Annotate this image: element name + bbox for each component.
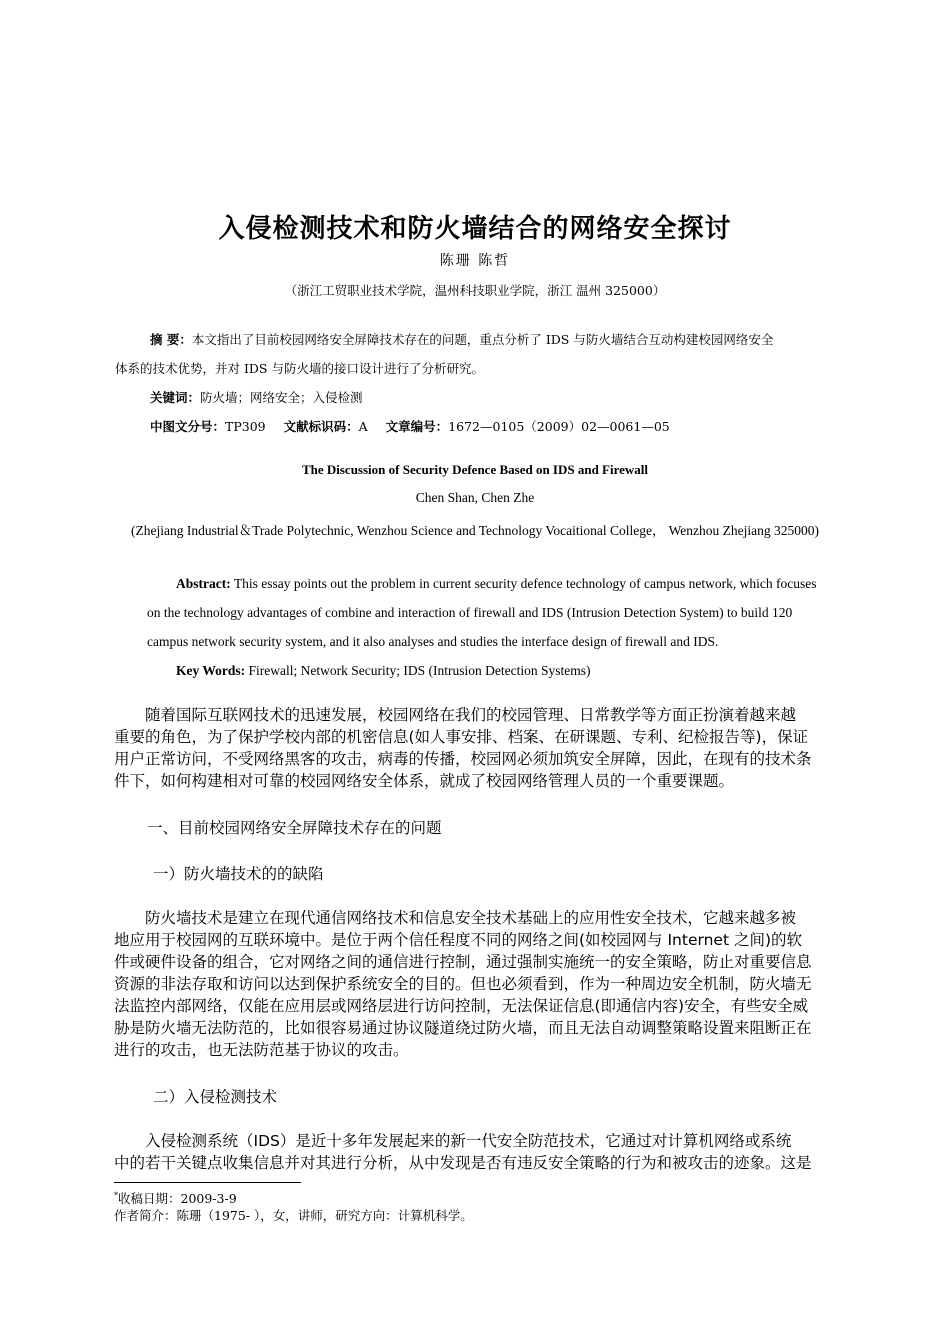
paper-title: 入侵检测技术和防火墙结合的网络安全探讨 — [218, 214, 732, 244]
footnote-divider — [114, 1182, 301, 1183]
authors-en: Chen Shan, Chen Zhe — [415, 490, 535, 505]
paragraph-line: 件下，如何构建相对可靠的校园网络安全体系，就成了校园网络管理人员的一个重要课题。 — [114, 772, 735, 790]
paragraph-line: 件或硬件设备的组合，它对网络之间的通信进行控制，通过强制实施统一的安全策略，防止对重要信息 — [114, 953, 812, 971]
received-date: 收稿日期：2009-3-9 — [118, 1191, 237, 1206]
paragraph-line: 进行的攻击，也无法防范基于协议的攻击。 — [114, 1041, 409, 1059]
intro-paragraph — [114, 704, 870, 792]
abstract-en-line-3: campus network security system, and it also analyses and studies the interface design of firewall and IDS. — [147, 634, 719, 649]
keywords-en — [176, 663, 590, 679]
subsection-heading-ids: 二）入侵检测技术 — [153, 1088, 278, 1106]
abstract-en-line-2: on the technology advantages of combine and interaction of firewall and IDS (Intrusion Detection System) to build 120 — [147, 605, 793, 620]
footnote-received — [114, 1189, 237, 1207]
authors-cn: 陈珊 陈哲 — [439, 253, 511, 269]
keywords-en-text: Firewall; Network Security; IDS (Intrusion Detection Systems) — [245, 663, 591, 678]
paragraph-line: 用户正常访问，不受网络黑客的攻击，病毒的传播，校园网必须加筑安全屏障，因此，在现有的技术条 — [114, 750, 812, 768]
paragraph-line: 胁是防火墙无法防范的，比如很容易通过协议隧道绕过防火墙，而且无法自动调整策略设置来阻断正在 — [114, 1019, 812, 1037]
paragraph-line: 资源的非法存取和访问以达到保护系统安全的目的。但也必须看到，作为一种周边安全机制，防火墙无 — [114, 975, 812, 993]
footnote-mark: * — [114, 1190, 118, 1200]
paragraph-line: 入侵检测系统（IDS）是近十多年发展起来的新一代安全防范技术，它通过对计算机网络或系统 — [114, 1132, 792, 1150]
doc-code-value: A — [358, 419, 368, 434]
footnote-author-bio: 作者简介：陈珊（1975- ），女，讲师，研究方向：计算机科学。 — [114, 1208, 473, 1223]
paragraph-line: 法监控内部网络，仅能在应用层或网络层进行访问控制，无法保证信息(即通信内容)安全，有些安全威 — [114, 997, 809, 1015]
article-number-label: 文章编号： — [385, 419, 449, 434]
abstract-en — [176, 576, 816, 592]
abstract-cn-line-1: 本文指出了目前校园网络安全屏障技术存在的问题，重点分析了 IDS 与防火墙结合互动构建校园网络安全 — [191, 332, 774, 347]
article-number-value: 1672—0105（2009）02—0061—05 — [448, 419, 670, 434]
abstract-en-line-1: This essay points out the problem in current security defence technology of campus network, which focuses — [230, 576, 817, 591]
keywords-cn — [150, 388, 363, 406]
subsection-heading-firewall: 一）防火墙技术的的缺陷 — [153, 865, 324, 883]
clc-label: 中图文分号： — [150, 419, 226, 434]
firewall-paragraph — [114, 907, 870, 1061]
ids-paragraph — [114, 1130, 870, 1174]
doc-code-label: 文献标识码： — [283, 419, 359, 434]
paragraph-line: 地应用于校园网的互联环境中。是位于两个信任程度不同的网络之间(如校园网与 Internet 之间)的软 — [114, 931, 802, 949]
keywords-cn-label: 关键词： — [150, 390, 201, 405]
paragraph-line: 重要的角色，为了保护学校内部的机密信息(如人事安排、档案、在研课题、专利、纪检报告等)，保证 — [114, 728, 809, 746]
clc-value: TP309 — [225, 419, 266, 434]
paragraph-line: 防火墙技术是建立在现代通信网络技术和信息安全技术基础上的应用性安全技术，它越来越多被 — [114, 909, 797, 927]
abstract-en-label: Abstract: — [176, 576, 231, 591]
affiliation-en: (Zhejiang Industrial＆Trade Polytechnic, Wenzhou Science and Technology Vocaitional College， Wenzhou Zhejiang 325000) — [131, 523, 819, 538]
abstract-cn-line-2: 体系的技术优势，并对 IDS 与防火墙的接口设计进行了分析研究。 — [115, 361, 484, 376]
keywords-cn-text: 防火墙；网络安全；入侵检测 — [200, 390, 363, 405]
keywords-en-label: Key Words: — [176, 663, 246, 678]
section-heading-1: 一、目前校园网络安全屏障技术存在的问题 — [147, 819, 442, 837]
affiliation-cn: （浙江工贸职业技术学院，温州科技职业学院，浙江 温州 325000） — [284, 283, 666, 298]
paragraph-line: 中的若干关键点收集信息并对其进行分析，从中发现是否有违反安全策略的行为和被攻击的迹象。这是 — [114, 1154, 812, 1172]
paragraph-line: 随着国际互联网技术的迅速发展，校园网络在我们的校园管理、日常教学等方面正扮演着越来越 — [114, 706, 797, 724]
paper-title-en: The Discussion of Security Defence Based on IDS and Firewall — [301, 462, 649, 477]
abstract-cn — [150, 330, 773, 348]
classification-line — [150, 417, 670, 435]
abstract-cn-label: 摘 要： — [150, 332, 192, 347]
